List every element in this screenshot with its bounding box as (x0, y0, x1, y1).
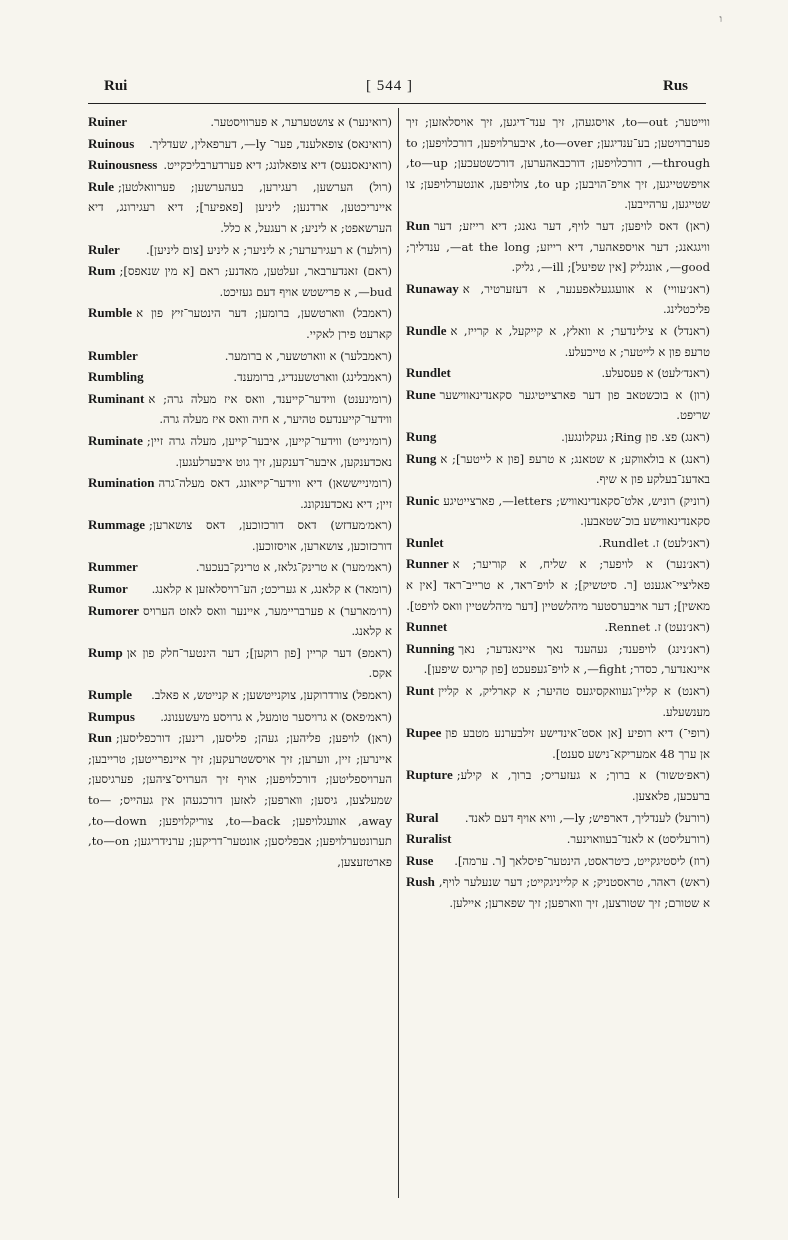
entry-definition: ראהר, טראסטניק; א קלייניגקייט; דער שנעלער לויף, א שטורם; זיך שטורצען, זיך ווארפען; זיך שפארען; איילען. (438, 875, 710, 910)
entry-headword: Ruler (88, 241, 120, 257)
entry-headword: Runic (406, 492, 440, 508)
dictionary-entry (406, 872, 710, 913)
entry-definition: א ברוך; א געזעריס; ברוך, א קילע; ברעכען, פלאצען. (456, 768, 710, 803)
entry-definition: ווייטער; to—out, אויסגעהן, זיך ענד־דיגען, זיך אויסלאזען; זיך פערברויטען; בע־ענדיגען; to—over, איבערלויפען, דורכלויפען; to—through, דורכלויפען; דורכבאהערען, דורכשטעכען; to—up, אויפשטייגען, זיך אויפ־הויבען; to up, צולויפען, אונטערלויפען; צו שטייגען, ערהייבען. (406, 115, 710, 212)
entry-pronunciation: (ראן) (367, 731, 392, 746)
entry-definition: א טרינק־גלאז, א טרינק־בעכער. (195, 560, 338, 575)
dictionary-entry (88, 112, 392, 133)
entry-pronunciation: (רול) (368, 179, 392, 194)
entry-pronunciation: (ראמפ) (357, 645, 392, 660)
entry-definition: צופאלענד, פער־ ly—, דערפאלין, שעדליך. (148, 136, 344, 151)
entry-headword: Runnet (406, 619, 448, 635)
entry-headword: Rundle (406, 322, 447, 338)
dictionary-entry (406, 681, 710, 722)
entry-definition: דאס לויפען; דער לויף, דער גאנג; דיא רייזע; דער וויגגאנג; דער אויספאהער, דיא רייזע; at the long—, ענדליך; good—, אונגליק [אין שפיעל]; ill—, גליק. (406, 218, 710, 275)
entry-pronunciation: (ראמ׳מעדזש) (330, 518, 392, 533)
dictionary-entry (88, 389, 392, 430)
entry-definition: א בולאווקע; א שטאנג; א טרעפ [פון א לייטער]; א באדענ־בעלקע פון א שיף. (440, 451, 710, 487)
entry-headword: Rumbling (88, 369, 144, 385)
dictionary-entry (406, 723, 710, 764)
entry-pronunciation: (רורעליסט) (657, 832, 710, 847)
entry-definition: זאנדערבאר, זעלטען, מאדנע; ראם [א מין שנאפס]; bud—, א פרישטש אויף דעם געזיכט. (119, 264, 392, 299)
entry-pronunciation: (רוניק) (679, 493, 710, 508)
entry-definition: א לאנד־בעוואוינער. (566, 832, 655, 847)
entry-headword: Ruminate (88, 432, 143, 448)
entry-definition: א אוועגגעלאפענער, א דעזערטיר, א פליכטלינג. (462, 281, 710, 317)
dictionary-entry (88, 473, 392, 514)
entry-headword: Ruinous (88, 135, 135, 151)
entry-headword: Rumble (88, 305, 133, 321)
entry-headword: Rummage (88, 517, 146, 533)
dictionary-entry (406, 617, 710, 638)
entry-headword: Ruinousness (88, 157, 158, 173)
dictionary-entry (406, 829, 710, 850)
entry-definition: א גרויסער טומעל, א גרויסע מיעשענונג. (160, 709, 338, 724)
entry-definition: פצ. פון Ring; געקלונגען. (561, 429, 678, 444)
entry-headword: Runlet (406, 534, 444, 550)
entry-headword: Ruminant (88, 390, 145, 406)
entry-pronunciation: (ראנג) (680, 429, 710, 444)
entry-headword: Rural (406, 809, 439, 825)
entry-pronunciation: (רורעל) (674, 810, 710, 825)
dictionary-entry (88, 685, 392, 706)
header-rule (88, 103, 706, 104)
entry-headword: Rune (406, 386, 436, 402)
entry-pronunciation: (רומינייששאן) (328, 476, 392, 491)
entry-headword: Rundlet (406, 365, 451, 381)
dictionary-entry (406, 554, 710, 616)
dictionary-entry (88, 240, 392, 261)
entry-pronunciation: (רופי־) (678, 726, 710, 741)
entry-definition: דאס דורכזוכען, דאס צושארען; דורכזוכען, צושארען, אויסזוכען. (149, 518, 392, 553)
entry-headword: Ruiner (88, 114, 127, 129)
dictionary-entry (88, 579, 392, 600)
entry-definition: הערשען, רעגירען, בעהערשען; פערוואלטען; איינריכטען, ארדנען; ליניען [פאפיער]; דיא רעגירונג, דיא הערשאפט; א ליניע; א רעגעל, א כלל. (88, 179, 392, 235)
entry-definition: א ווארטשער, א ברומער. (224, 348, 337, 363)
entry-definition: דיא ווידער־קייאונג, דאס מעלה־גרה זיין; דיא נאכדענקונג. (158, 476, 392, 511)
right-column (406, 112, 710, 1192)
dictionary-entry (88, 431, 392, 472)
entry-pronunciation: (ראמ׳פאס) (341, 709, 392, 724)
dictionary-entry (406, 533, 710, 554)
entry-headword: Rumorer (88, 602, 140, 618)
entry-definition: לויפענד; געהענד נאך איינאנדער; נאך איינאנדער, כסדר; fight—, א לויפ־געפעכט [פון קריגס שיפען]. (423, 641, 710, 677)
entry-definition: דיא צופאלונג; דיא פערדערבליכקייט. (163, 158, 327, 173)
entry-definition: א רעגירערער; א ליניער; א ליניע [צום ליניען]. (145, 242, 353, 257)
entry-pronunciation: (ראמ׳מער) (341, 560, 392, 575)
entry-pronunciation: (ראם) (363, 264, 392, 279)
dictionary-entry (88, 367, 392, 388)
entry-headword: Rupture (406, 767, 453, 783)
entry-definition: ווארטשען, ברומען; דער הינטער־זיץ פון א קארעט פירן לאקיי. (136, 306, 392, 341)
entry-definition: לויפען; פליהען; געהן; פליסען, רינען; דורכפליסען; איינרען; זיין, ווערען; זיך אויסשטרעקען; זיך איינפרייטען; טרייבען; הערויספליטען; דורכלויפען; אויף זיך הערויס־ציהען; פערגיסען; שמעלצען, גיסען; ווארפען; לאזען דורכגעהן אין געהייס; to—away, אוועגלויפען; to—back, צוריקלויפען; to—down, תערונטערלויפען; אבפליסען; אונטער־דריקען; ערנידריגען; to—on, פארטזעצען, (88, 731, 392, 869)
entry-headword: Rupee (406, 725, 442, 741)
entry-definition: ווארטשענדיג, ברומענד. (233, 370, 339, 385)
entry-headword: Ruralist (406, 831, 452, 847)
entry-pronunciation: (ראנ׳נער) (665, 557, 710, 572)
dictionary-entry (88, 707, 392, 728)
entry-headword: Running (406, 640, 455, 656)
dictionary-entry (88, 557, 392, 578)
entry-definition: ז. Rennet. (604, 620, 661, 635)
entry-definition: א לויפער; א שליח, א קוריער; א פאליציי־אגענט [ר. סיטשיק]; א לויפ־ראד, א טרייב־ראד [אין א מאשין]; דער אויבערסטער מיהלשטיין [דער מיהלשטיין וואס לויפט]. (406, 557, 710, 613)
dictionary-entry (88, 728, 392, 872)
dictionary-entry (406, 851, 710, 872)
entry-pronunciation: (ראמפל) (351, 688, 392, 703)
dictionary-entry (406, 385, 710, 426)
entry-headword: Run (88, 730, 112, 746)
entry-headword: Rung (406, 428, 437, 444)
entry-pronunciation: (ראנט) (677, 684, 710, 699)
entry-headword: Rumbler (88, 347, 138, 363)
entry-definition: לענדליך, דארפיש; ly—, וויא אויף דעם לאנד. (464, 810, 671, 825)
entry-definition: א פעסעלע. (601, 366, 654, 381)
dictionary-entry (406, 279, 710, 320)
entry-pronunciation: (רומאר) (354, 582, 392, 597)
page-number: [ 544 ] (366, 78, 413, 94)
entry-headword: Runner (406, 556, 449, 572)
entry-headword: Rumination (88, 475, 155, 491)
dictionary-entry (88, 261, 392, 302)
entry-headword: Ruse (406, 852, 434, 868)
dictionary-entry (406, 639, 710, 680)
dictionary-entry (88, 346, 392, 367)
entry-definition: ווידער־קייען, איבער־קייען, מעלה גרה זיין; נאכדענקען, איבער־דענקען, זיך גוט איבערלעגען. (146, 433, 392, 469)
entry-pronunciation: (ראפ׳טשור) (655, 768, 710, 783)
entry-pronunciation: (רו׳מארער) (339, 603, 392, 618)
entry-pronunciation: (ראש) (680, 875, 710, 890)
dictionary-entry (406, 427, 710, 448)
entry-pronunciation: (ראמבל) (352, 306, 392, 321)
header-left-guideword: Rui (104, 78, 128, 94)
entry-headword: Rumor (88, 581, 128, 597)
dictionary-entry (88, 155, 392, 176)
entry-headword: Rump (88, 644, 123, 660)
header-right-guideword: Rus (662, 78, 688, 94)
entry-pronunciation: (ראן) (685, 218, 710, 233)
entry-definition: ז. Rundlet. (598, 535, 660, 550)
entry-headword: Rule (88, 178, 114, 194)
entry-headword: Rush (406, 874, 435, 890)
entry-pronunciation: (ראנ׳נינג) (667, 641, 710, 656)
entry-definition: רוניש, אלט־סקאנדינאוויש; letters—, פארצייטיגע סקאנדינאווישע בוכ־שטאבען. (443, 493, 710, 529)
entry-pronunciation: (רואינער) (348, 115, 392, 129)
corner-mark: ו (719, 14, 722, 25)
entry-pronunciation: (רולער) (356, 242, 392, 257)
entry-pronunciation: (רואינאסנעס) (330, 158, 392, 173)
entry-definition: דער קריין [פון רוקען]; דער הינטער־חלק פון אן אקס. (126, 645, 392, 681)
entry-pronunciation: (רוז) (689, 853, 710, 868)
dictionary-entry (406, 363, 710, 384)
dictionary-entry (406, 765, 710, 806)
dictionary-entry (406, 112, 710, 215)
entry-definition: ליסטיגקייט, כיטראסט, הינטער־פיסלאך [ר. ערמה]. (454, 853, 686, 868)
entry-pronunciation: (ראמבלינג) (341, 370, 392, 385)
entry-headword: Rung (406, 450, 437, 466)
entry-headword: Runaway (406, 280, 459, 296)
dictionary-entry (88, 303, 392, 344)
entry-pronunciation: (ראנד׳לעט) (657, 366, 710, 381)
entry-pronunciation: (ראנ׳לעט) (662, 535, 710, 550)
dictionary-entry (88, 601, 392, 642)
entry-pronunciation: (ראמבלער) (340, 348, 392, 363)
entry-pronunciation: (ראנדל) (673, 323, 710, 338)
entry-definition: א קלאנג, א געריכט; הע־רויסלאזען א קלאנג. (151, 582, 352, 597)
left-column (88, 112, 392, 1192)
entry-headword: Runt (406, 683, 435, 699)
entry-definition: דיא רופיע [אן אסט־אינדישע זילבערנע מטבע פון אן ערך 48 אמעריקא־נישע סענט]. (445, 726, 710, 761)
entry-headword: Run (406, 217, 430, 233)
entry-definition: צורדרוקען, צוקנייטשען; א קנייטש, א פאלב. (151, 688, 349, 703)
dictionary-entry (406, 321, 710, 362)
dictionary-entry (88, 515, 392, 556)
column-divider (398, 108, 399, 1198)
dictionary-entry (406, 216, 710, 278)
entry-definition: א בוכשטאב פון דער פארצייטיגער סקאנדינאווישער שריפט. (439, 387, 710, 423)
dictionary-entry (406, 808, 710, 829)
entry-definition: ווידער־קייענד, וואס איז מעלה גרה; א ווידער־קייענדעס טהיער, א חיה וואס איז מעלה גרה. (148, 391, 392, 427)
page-header (104, 78, 688, 100)
dictionary-entry (88, 643, 392, 684)
entry-headword: Rumple (88, 687, 133, 703)
entry-definition: א קליין־געוואקסיגעס טהיער; א קארליק, א קליין מענשעלע. (438, 684, 710, 719)
entry-pronunciation: (רואינאס) (346, 136, 392, 151)
entry-pronunciation: (רון) (689, 387, 710, 402)
entry-headword: Rum (88, 263, 116, 279)
dictionary-entry (88, 177, 392, 239)
dictionary-entry (406, 491, 710, 532)
entry-pronunciation: (רומינייט) (347, 433, 392, 448)
entry-definition: א פערבריימער, איינער וואס לאזט הערויס א קלאנג. (143, 603, 392, 639)
entry-headword: Rummer (88, 559, 138, 575)
entry-pronunciation: (ראנ׳עוויי) (663, 281, 710, 296)
dictionary-entry (88, 134, 392, 155)
entry-pronunciation: (ראנג) (680, 451, 710, 466)
entry-definition: א צושטערער, א פערוויסטער. (210, 115, 345, 129)
entry-pronunciation: (ראנ׳נעט) (664, 620, 710, 635)
entry-pronunciation: (רומינענט) (343, 391, 392, 406)
entry-headword: Rumpus (88, 708, 135, 724)
dictionary-entry (406, 449, 710, 490)
entry-definition: א צילינדער; א וואלץ, א קייקעל, א קרייז, א טרעפ פון א לייטער; א טייכעלע. (450, 323, 710, 359)
